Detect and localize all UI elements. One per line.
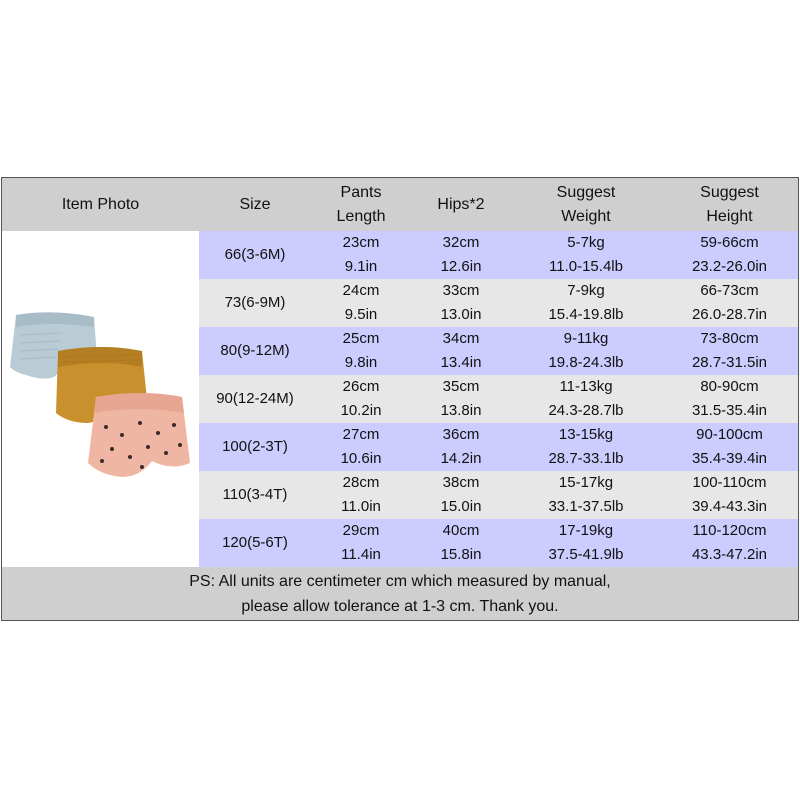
table-row xyxy=(199,519,798,567)
weight-primary-cell: 11-13kg xyxy=(559,378,613,395)
size-cell: 73(6-9M) xyxy=(224,294,286,311)
pants-length-primary-cell: 25cm xyxy=(342,330,380,347)
pants-length-primary-cell: 29cm xyxy=(342,522,380,539)
hips-primary-cell: 32cm xyxy=(442,234,480,251)
height-primary-cell: 66-73cm xyxy=(700,282,759,299)
weight-secondary-cell: 28.7-33.1lb xyxy=(548,450,624,467)
table-header xyxy=(2,178,798,231)
height-secondary-cell: 39.4-43.3in xyxy=(691,498,768,515)
hips-secondary-cell: 13.0in xyxy=(440,306,482,323)
size-cell: 110(3-4T) xyxy=(222,486,288,503)
header-pants-length: Pants Length xyxy=(336,183,386,225)
pants-length-primary-cell: 23cm xyxy=(342,234,380,251)
hips-secondary-cell: 15.8in xyxy=(440,546,482,563)
height-primary-cell: 100-110cm xyxy=(692,474,767,491)
weight-primary-cell: 13-15kg xyxy=(558,426,614,443)
height-secondary-cell: 31.5-35.4in xyxy=(691,402,768,419)
weight-secondary-cell: 15.4-19.8lb xyxy=(548,306,624,323)
table-row xyxy=(199,279,798,327)
pants-length-primary-cell: 27cm xyxy=(342,426,380,443)
weight-secondary-cell: 11.0-15.4lb xyxy=(549,258,623,275)
pants-length-primary-cell: 26cm xyxy=(342,378,380,395)
hips-secondary-cell: 15.0in xyxy=(440,498,482,515)
height-primary-cell: 90-100cm xyxy=(696,426,763,443)
header-hips: Hips*2 xyxy=(437,196,485,213)
weight-secondary-cell: 33.1-37.5lb xyxy=(548,498,624,515)
height-secondary-cell: 43.3-47.2in xyxy=(691,546,768,563)
height-secondary-cell: 35.4-39.4in xyxy=(691,450,768,467)
weight-secondary-cell: 37.5-41.9lb xyxy=(548,546,624,563)
size-chart xyxy=(1,177,799,621)
table-row xyxy=(199,471,798,519)
pink-shorts-image xyxy=(88,393,190,477)
table-row xyxy=(199,327,798,375)
table-row xyxy=(199,375,798,423)
table-row xyxy=(199,423,798,471)
hips-primary-cell: 34cm xyxy=(442,330,480,347)
header-suggest-height: Suggest Height xyxy=(700,183,759,225)
weight-primary-cell: 7-9kg xyxy=(567,282,605,299)
hips-primary-cell: 38cm xyxy=(442,474,480,491)
weight-primary-cell: 15-17kg xyxy=(558,474,614,491)
height-primary-cell: 80-90cm xyxy=(700,378,759,395)
size-cell: 100(2-3T) xyxy=(222,438,288,455)
weight-secondary-cell: 24.3-28.7lb xyxy=(548,402,624,419)
footer-line-1: PS: All units are centimeter cm which measured by manual, xyxy=(189,573,611,590)
height-primary-cell: 110-120cm xyxy=(692,522,767,539)
pants-length-secondary-cell: 11.4in xyxy=(341,546,381,563)
hips-primary-cell: 36cm xyxy=(442,426,480,443)
size-cell: 120(5-6T) xyxy=(222,534,288,551)
header-size: Size xyxy=(239,196,271,213)
pants-length-secondary-cell: 10.2in xyxy=(340,402,382,419)
footer-line-2: please allow tolerance at 1-3 cm. Thank you. xyxy=(241,598,559,615)
height-secondary-cell: 28.7-31.5in xyxy=(691,354,768,371)
pants-length-secondary-cell: 10.6in xyxy=(340,450,382,467)
weight-primary-cell: 9-11kg xyxy=(563,330,609,347)
hips-primary-cell: 40cm xyxy=(442,522,480,539)
item-photo xyxy=(2,231,199,567)
pants-length-secondary-cell: 9.8in xyxy=(344,354,378,371)
size-cell: 66(3-6M) xyxy=(224,246,286,263)
height-primary-cell: 73-80cm xyxy=(700,330,759,347)
hips-secondary-cell: 14.2in xyxy=(440,450,482,467)
header-suggest-weight: Suggest Weight xyxy=(556,183,616,225)
size-cell: 90(12-24M) xyxy=(216,390,294,407)
hips-primary-cell: 35cm xyxy=(442,378,480,395)
pants-length-primary-cell: 24cm xyxy=(342,282,380,299)
table-row xyxy=(199,231,798,279)
pants-length-secondary-cell: 9.5in xyxy=(344,306,378,323)
weight-secondary-cell: 19.8-24.3lb xyxy=(548,354,624,371)
pants-length-primary-cell: 28cm xyxy=(342,474,380,491)
footer-note xyxy=(2,567,798,620)
hips-primary-cell: 33cm xyxy=(442,282,480,299)
header-item-photo: Item Photo xyxy=(61,196,140,213)
height-secondary-cell: 23.2-26.0in xyxy=(691,258,768,275)
weight-primary-cell: 5-7kg xyxy=(567,234,605,251)
baby-shorts-photo xyxy=(2,231,199,567)
height-primary-cell: 59-66cm xyxy=(700,234,759,251)
height-secondary-cell: 26.0-28.7in xyxy=(691,306,768,323)
hips-secondary-cell: 13.8in xyxy=(440,402,482,419)
hips-secondary-cell: 13.4in xyxy=(440,354,482,371)
hips-secondary-cell: 12.6in xyxy=(440,258,482,275)
weight-primary-cell: 17-19kg xyxy=(558,522,614,539)
pants-length-secondary-cell: 9.1in xyxy=(344,258,378,275)
pants-length-secondary-cell: 11.0in xyxy=(341,498,381,515)
size-cell: 80(9-12M) xyxy=(220,342,290,359)
